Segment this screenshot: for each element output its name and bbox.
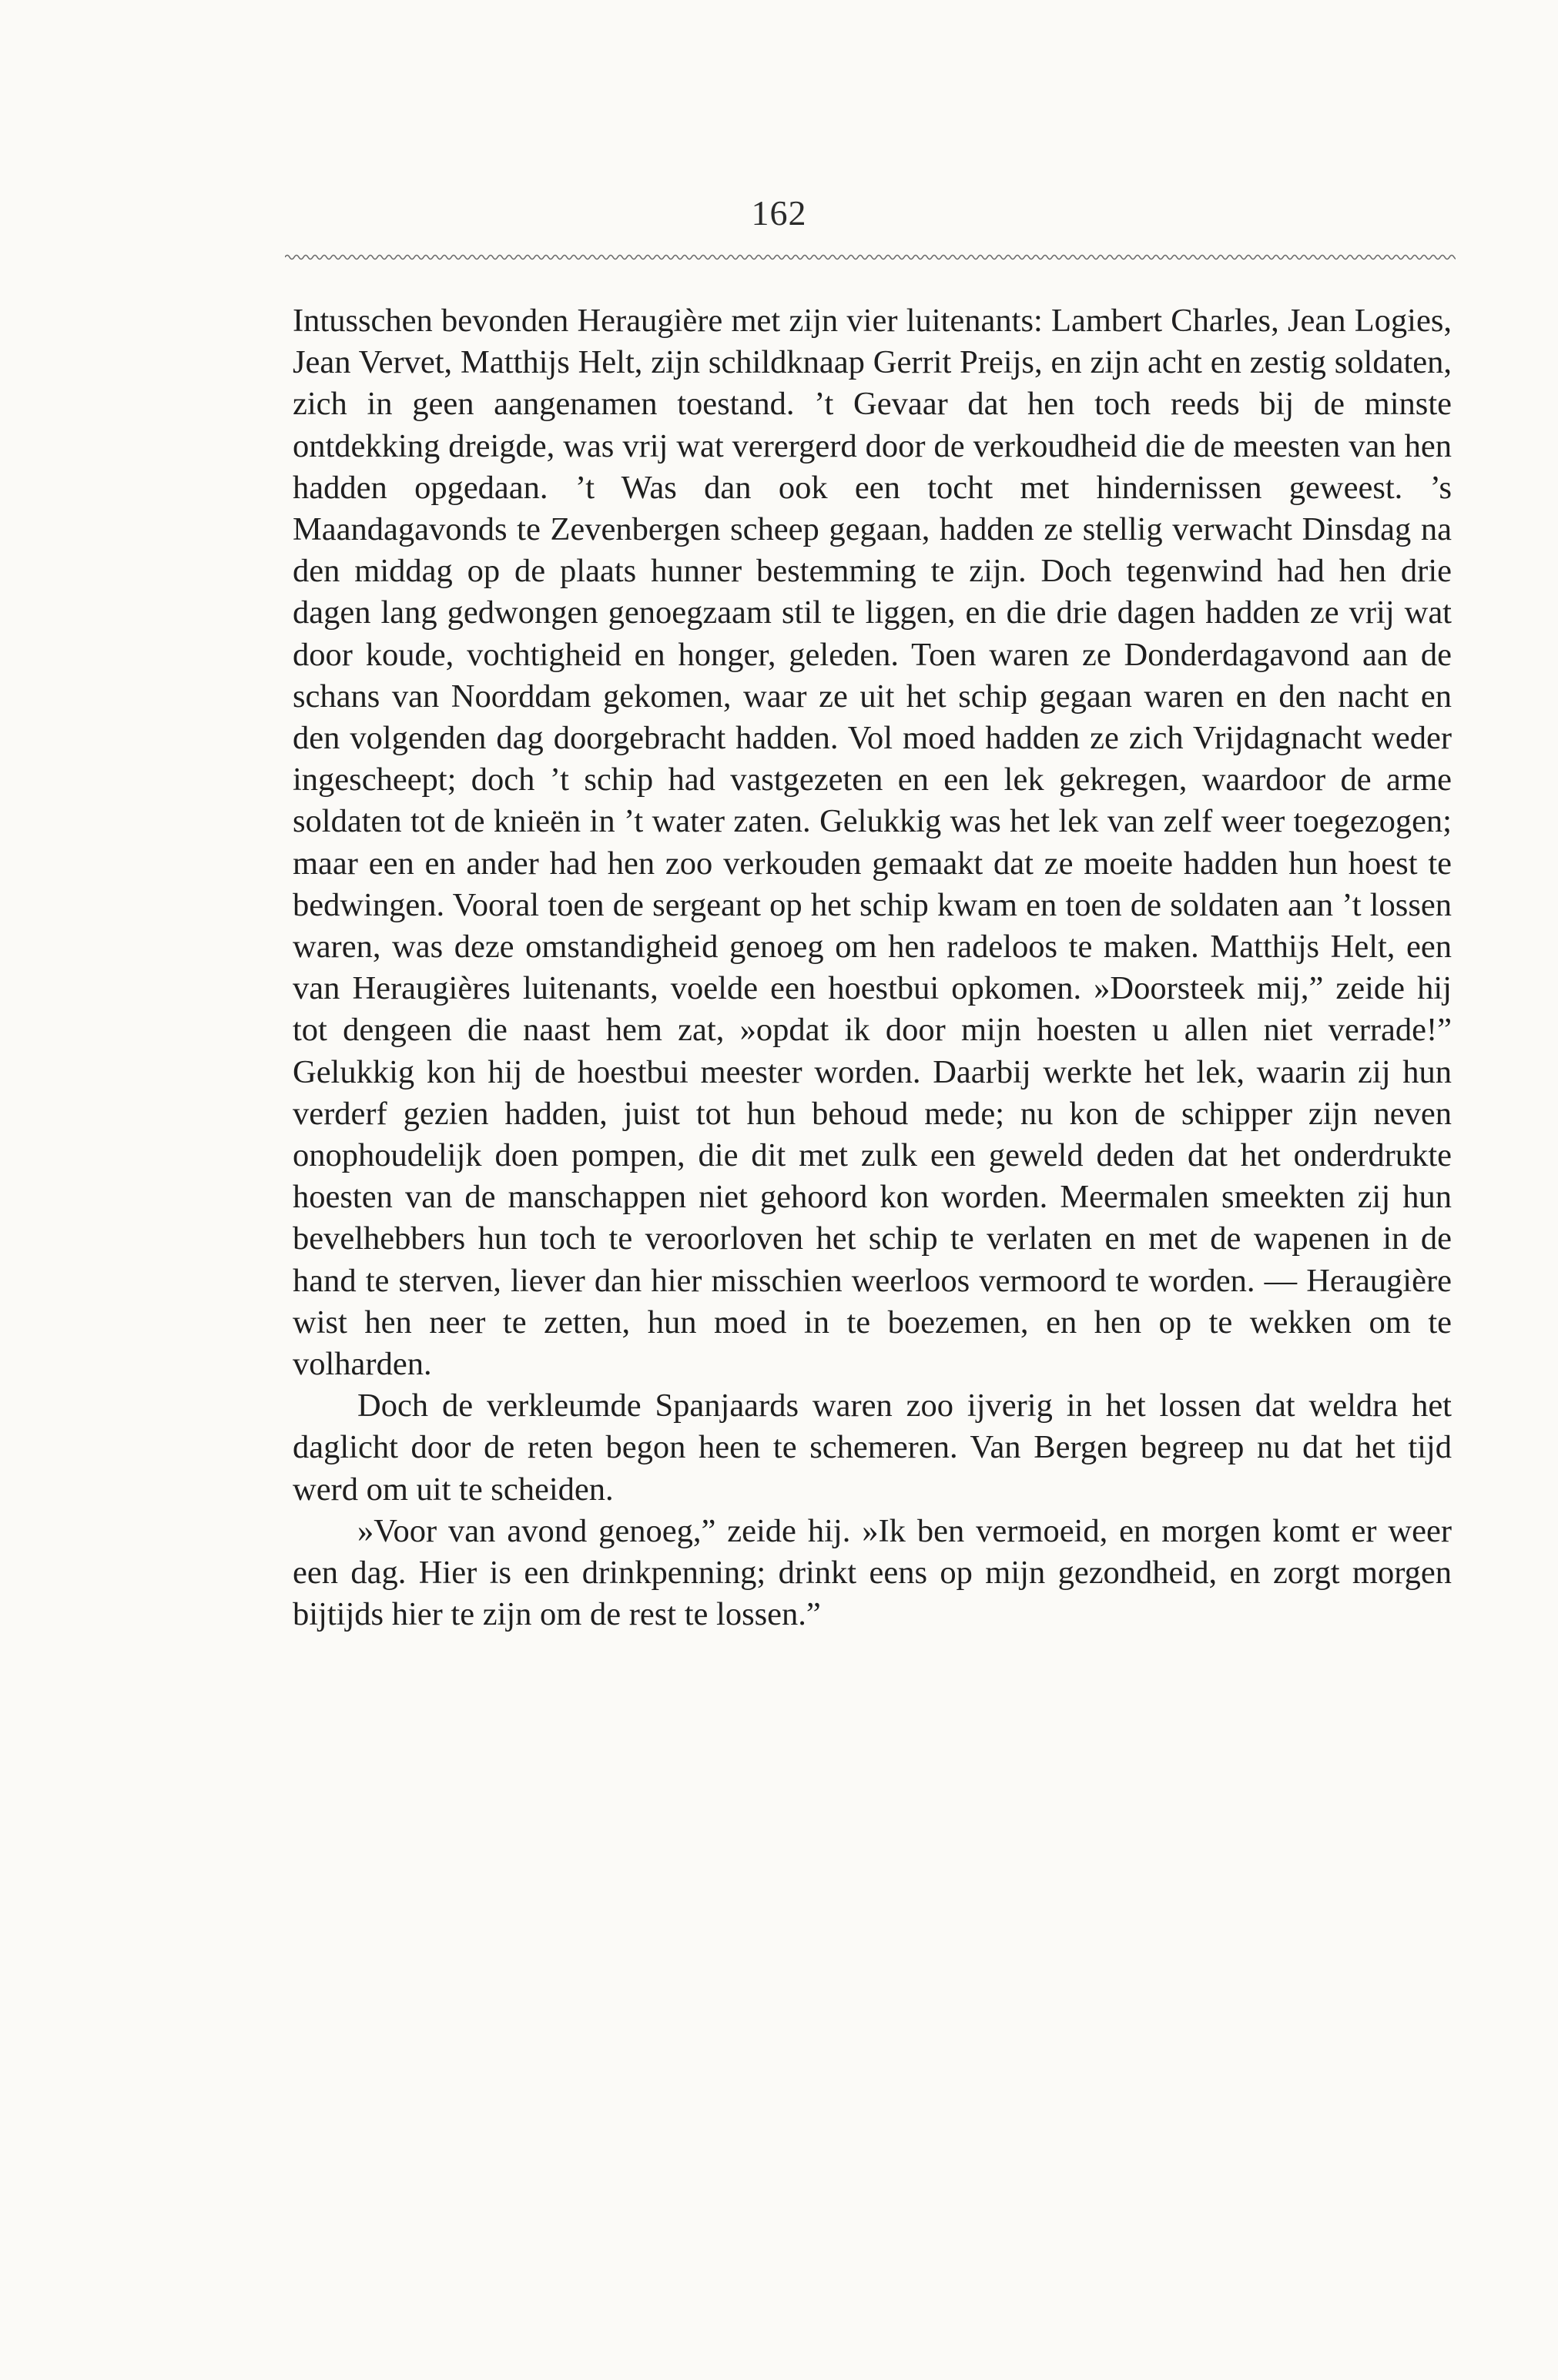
- paragraph-3: »Voor van avond genoeg,” zeide hij. »Ik ben vermoeid, en morgen komt er weer een dag. Hier is een drinkpenning; drinkt eens op mijn gezondheid, en zorgt morgen bijtijds hier te zijn om de rest te lossen.”: [293, 1512, 1452, 1633]
- wavy-rule-ornament: [285, 251, 1456, 263]
- body-text: [293, 300, 1452, 1636]
- page-number: 162: [751, 193, 807, 233]
- paragraph-1: Intusschen bevonden Heraugière met zijn vier luitenants: Lambert Charles, Jean Logies, Jean Vervet, Matthijs Helt, zijn schildknaap Gerrit Preijs, en zijn acht en zestig soldaten, zich in geen aangenamen toestand. ’t Gevaar dat hen toch reeds bij de minste ontdekking dreigde, was vrij wat verergerd door de verkoudheid die de meesten van hen hadden opgedaan. ’t Was dan ook een tocht met hindernissen geweest. ’s Maandagavonds te Zevenbergen scheep gegaan, hadden ze stellig verwacht Dinsdag na den middag op de plaats hunner bestemming te zijn. Doch tegenwind had hen drie dagen lang gedwongen genoegzaam stil te liggen, en die drie dagen hadden ze vrij wat door koude, vochtigheid en honger, geleden. Toen waren ze Donderdagavond aan de schans van Noorddam gekomen, waar ze uit het schip gegaan waren en den nacht en den volgenden dag doorgebracht hadden. Vol moed hadden ze zich Vrijdagnacht weder ingescheept; doch ’t schip had vastgezeten en een lek gekregen, waardoor de arme soldaten tot de knieën in ’t water zaten. Gelukkig was het lek van zelf weer toegezogen; maar een en ander had hen zoo verkouden gemaakt dat ze moeite hadden hun hoest te bedwingen. Vooral toen de sergeant op het schip kwam en toen de soldaten aan ’t lossen waren, was deze omstandigheid genoeg om hen radeloos te maken. Matthijs Helt, een van Heraugières luitenants, voelde een hoestbui opkomen. »Doorsteek mij,” zeide hij tot dengeen die naast hem zat, »opdat ik door mijn hoesten u allen niet verrade!” Gelukkig kon hij de hoestbui meester worden. Daarbij werkte het lek, waarin zij hun verderf gezien hadden, juist tot hun behoud mede; nu kon de schipper zijn neven onophoudelijk doen pompen, die dit met zulk een geweld deden dat het onderdrukte hoesten van de manschappen niet gehoord kon worden. Meermalen smeekten zij hun bevelhebbers hun toch te veroorloven het schip te verlaten en met de wapenen in de hand te sterven, liever dan hier misschien weerloos vermoord te worden. — Heraugière wist hen neer te zetten, hun moed in te boezemen, en hen op te wekken om te volharden.: [293, 303, 1452, 1383]
- paragraph-2: Doch de verkleumde Spanjaards waren zoo ijverig in het lossen dat weldra het daglicht door de reten begon heen te schemeren. Van Bergen begreep nu dat het tijd werd om uit te scheiden.: [293, 1387, 1452, 1508]
